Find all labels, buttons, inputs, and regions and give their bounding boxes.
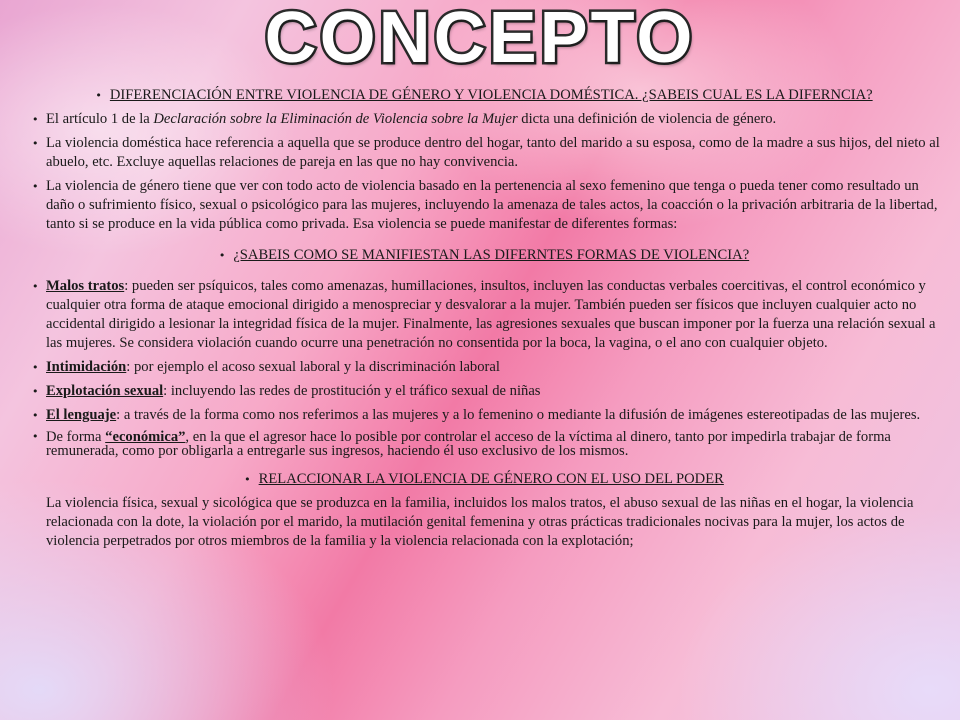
item-term: Intimidación [46,359,127,375]
declaration-title: Declaración sobre la Eliminación de Violencia sobre la Mujer [153,111,518,127]
paragraph-violencia-familia [28,494,940,551]
item-lenguaje [28,406,940,425]
bullet-icon: • [32,180,39,193]
heading-text: DIFERENCIACIÓN ENTRE VIOLENCIA DE GÉNERO Y VIOLENCIA DOMÉSTICA. ¿SABEIS CUAL ES LA DIFERNCIA? [109,87,873,103]
slide-title: CONCEPTO [264,0,696,78]
paragraph-articulo [28,110,940,129]
heading-text: RELACCIONAR LA VIOLENCIA DE GÉNERO CON EL USO DEL PODER [258,471,724,487]
heading-formas [28,246,940,265]
item-text: : incluyendo las redes de prostitución y el tráfico sexual de niñas [163,383,541,399]
paragraph-text: La violencia doméstica hace referencia a aquella que se produce dentro del hogar, tanto del marido a su esposa, como de la madre a sus hijos, del nieto al abuelo, etc. Excluye aquellas relaciones de pareja en las que no hay convivencia. [46,135,940,170]
item-explotacion-sexual [28,382,940,401]
bullet-icon: • [32,280,39,293]
bullet-icon: • [32,137,39,150]
item-prefix: De forma [46,429,106,445]
item-text: : pueden ser psíquicos, tales como amenazas, humillaciones, insultos, incluyen las conductas verbales coercitivas, el control económico y cualquier otra forma de ataque emocional dirigido a menospreciar y desvalorar a la mujer. También pueden ser físicos que incluyen cualquier acto no accidental dirigido a lesionar la integridad física de la mujer. Finalmente, las agresiones sexuales que buscan imponer por la fuerza una relación sexual a las mujeres. Se considera violación cuando ocurre una penetración no consentida por la boca, la vagina, o el ano con cualquier objeto. [46,278,936,351]
item-text: , en la que el agresor hace lo posible por controlar el acceso de la víctima al dinero, tanto por impedirla trabajar de forma remunerada, como por obligarla a entregarle sus ingresos, haciendo él uso exclusivo de los mismos. [46,429,891,459]
paragraph-text: El artículo 1 de la [46,111,154,127]
bullet-icon: • [32,385,39,398]
item-term: “económica” [105,429,186,445]
item-term: Explotación sexual [46,383,164,399]
bullet-icon: • [32,113,39,126]
bullet-icon: • [32,361,39,374]
item-text: : a través de la forma como nos referimos a las mujeres y a lo femenino o mediante la difusión de imágenes estereotipadas de las mujeres. [116,407,921,423]
paragraph-text: La violencia de género tiene que ver con todo acto de violencia basado en la pertenencia al sexo femenino que tenga o pueda tener como resultado un daño o sufrimiento físico, sexual o psicológico para las mujeres, incluyendo la amenaza de tales actos, la coacción o la privación arbitraria de la libertad, tanto si se produce en la vida pública como privada. Esa violencia se puede manifestar de diferentes formas: [46,178,938,232]
heading-poder [28,470,940,489]
item-intimidacion [28,358,940,377]
bullet-icon: • [244,473,251,486]
paragraph-violencia-genero [28,177,940,234]
item-economica [28,430,940,458]
paragraph-text: dicta una definición de violencia de género. [517,111,777,127]
bullet-icon: • [32,430,39,443]
bullet-icon: • [32,409,39,422]
bullet-icon: • [218,249,226,262]
item-term: El lenguaje [46,407,117,423]
slide-content [28,86,940,556]
heading-text: ¿SABEIS COMO SE MANIFIESTAN LAS DIFERNTES FORMAS DE VIOLENCIA? [233,247,750,263]
item-term: Malos tratos [46,278,125,294]
bullet-icon: • [95,89,102,102]
item-text: : por ejemplo el acoso sexual laboral y la discriminación laboral [126,359,500,375]
paragraph-violencia-domestica [28,134,940,172]
heading-diferenciacion [28,86,940,105]
item-malos-tratos [28,277,940,353]
paragraph-text: La violencia física, sexual y sicológica que se produzca en la familia, incluidos los malos tratos, el abuso sexual de las niñas en el hogar, la violencia relacionada con la dote, la violación por el marido, la mutilación genital femenina y otras prácticas tradicionales nocivas para la mujer, los actos de violencia perpetrados por otros miembros de la familia y la violencia relacionada con la explotación; [46,495,914,549]
